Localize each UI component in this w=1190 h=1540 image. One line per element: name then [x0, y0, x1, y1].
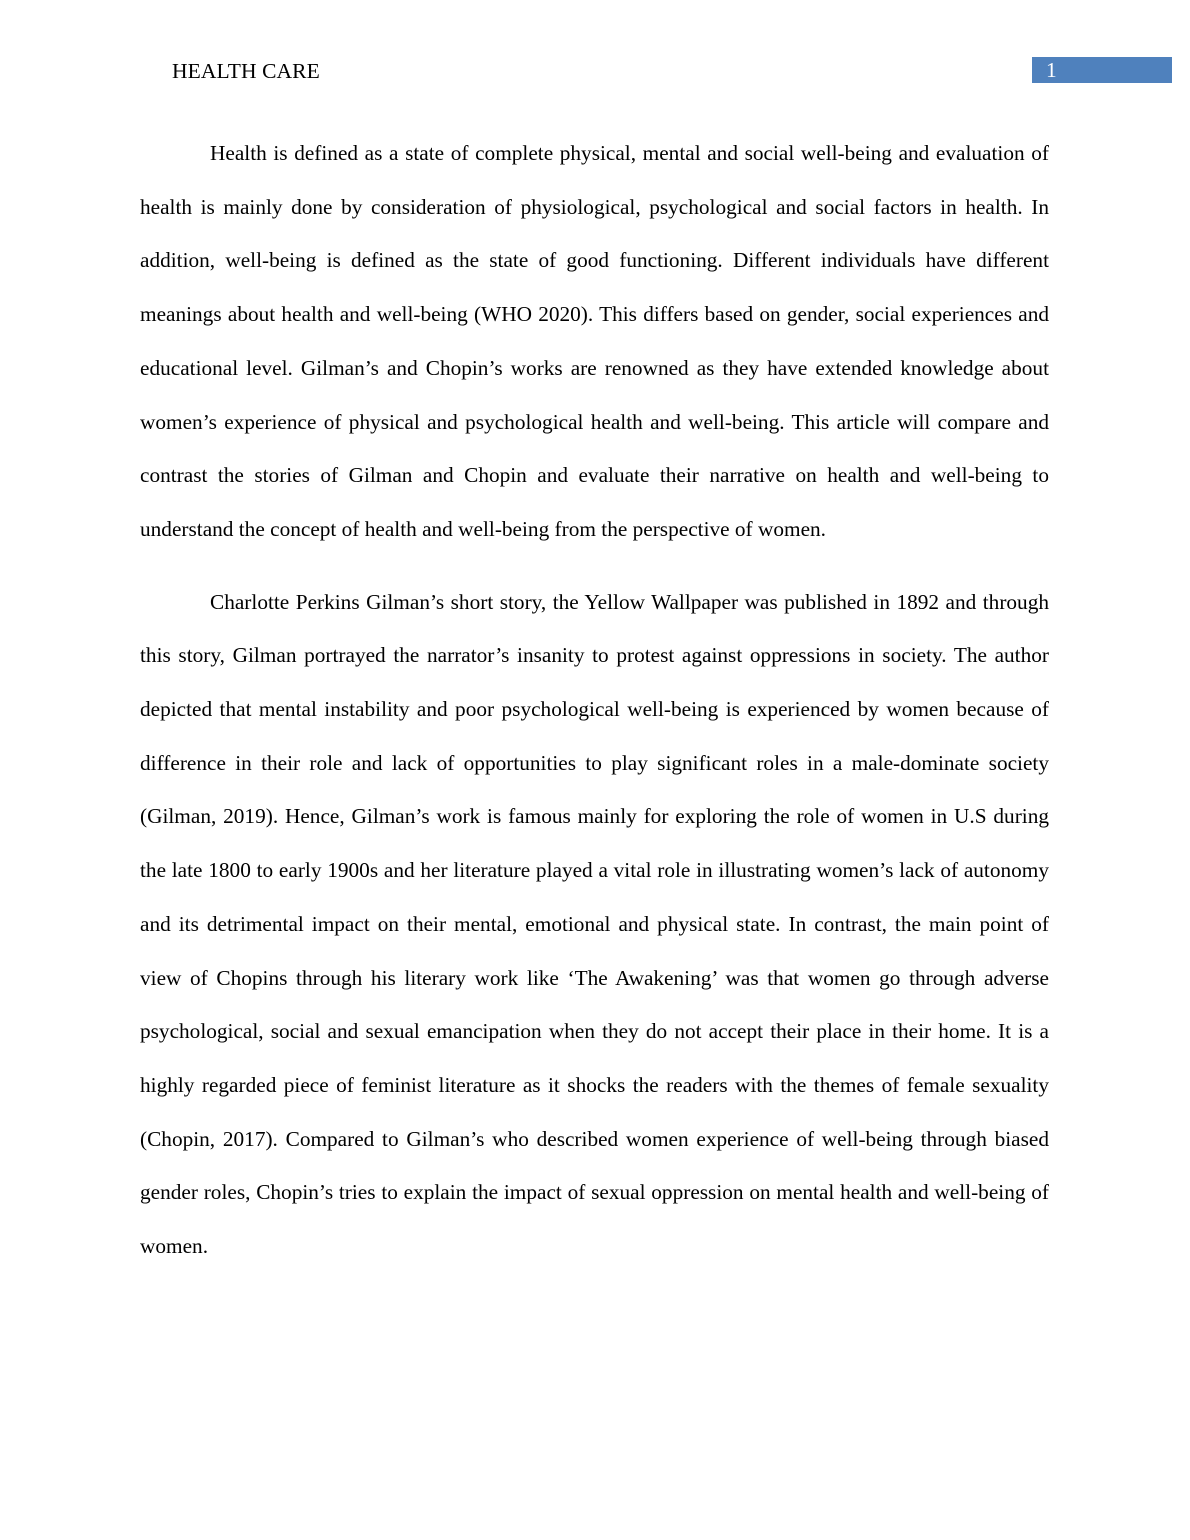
page-number: 1	[1032, 57, 1172, 83]
running-head: HEALTH CARE	[172, 59, 320, 83]
document-body	[140, 127, 1049, 1274]
paragraph-gilman-chopin-comparison: Charlotte Perkins Gilman’s short story, the Yellow Wallpaper was published in 1892 and through this story, Gilman portrayed the narrator’s insanity to protest against oppressions in society. The author depicted that mental instability and poor psychological well-being is experienced by women because of difference in their role and lack of opportunities to play significant roles in a male-dominate society (Gilman, 2019). Hence, Gilman’s work is famous mainly for exploring the role of women in U.S during the late 1800 to early 1900s and her literature played a vital role in illustrating women’s lack of autonomy and its detrimental impact on their mental, emotional and physical state. In contrast, the main point of view of Chopins through his literary work like ‘The Awakening’ was that women go through adverse psychological, social and sexual emancipation when they do not accept their place in their home. It is a highly regarded piece of feminist literature as it shocks the readers with the themes of female sexuality (Chopin, 2017). Compared to Gilman’s who described women experience of well-being through biased gender roles, Chopin’s tries to explain the impact of sexual oppression on mental health and well-being of women.	[140, 589, 1049, 1259]
paragraph-introduction: Health is defined as a state of complete physical, mental and social well-being and evaluation of health is mainly done by consideration of physiological, psychological and social factors in health. In addition, well-being is defined as the state of good functioning. Different individuals have different meanings about health and well-being (WHO 2020). This differs based on gender, social experiences and educational level. Gilman’s and Chopin’s works are renowned as they have extended knowledge about women’s experience of physical and psychological health and well-being. This article will compare and contrast the stories of Gilman and Chopin and evaluate their narrative on health and well-being to understand the concept of health and well-being from the perspective of women.	[140, 141, 1049, 541]
